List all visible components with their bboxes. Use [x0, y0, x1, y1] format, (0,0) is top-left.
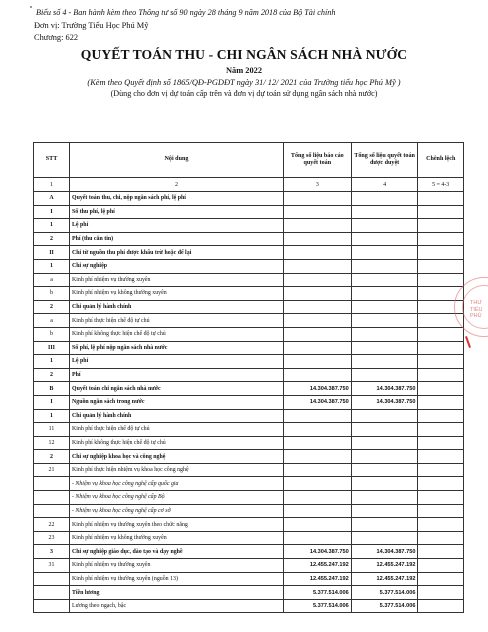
table-row	[34, 545, 464, 559]
row-stt	[34, 491, 70, 505]
row-content: Kinh phí thực hiện nhiệm vụ khoa học công nghệ	[70, 463, 284, 477]
table-row	[34, 409, 464, 423]
row-approved-value: 5.377.514.006	[351, 599, 418, 613]
table-row	[34, 205, 464, 219]
row-content: - Nhiệm vụ khoa học công nghệ cấp quốc gia	[70, 477, 284, 491]
table-row	[34, 382, 464, 396]
row-content: - Nhiệm vụ khoa học công nghệ cấp cơ sở	[70, 504, 284, 518]
table-row	[34, 232, 464, 246]
row-difference-value	[418, 599, 464, 613]
table-row	[34, 504, 464, 518]
row-approved-value	[351, 205, 418, 219]
row-difference-value	[418, 572, 464, 586]
table-row	[34, 192, 464, 206]
row-difference-value	[418, 382, 464, 396]
row-reported-value	[283, 273, 351, 287]
row-stt: 2	[34, 450, 70, 464]
row-difference-value	[418, 232, 464, 246]
row-approved-value	[351, 341, 418, 355]
row-approved-value: 12.455.247.192	[351, 572, 418, 586]
row-stt: 1	[34, 355, 70, 369]
red-pen-mark	[465, 336, 471, 348]
table-row	[34, 300, 464, 314]
table-row	[34, 287, 464, 301]
row-approved-value: 14.304.387.750	[351, 382, 418, 396]
row-stt: III	[34, 341, 70, 355]
row-approved-value	[351, 287, 418, 301]
row-reported-value: 14.304.387.750	[283, 382, 351, 396]
row-difference-value	[418, 409, 464, 423]
row-difference-value	[418, 355, 464, 369]
row-content: Lệ phí	[70, 219, 284, 233]
row-approved-value	[351, 300, 418, 314]
row-content: Chi sự nghiệp khoa học và công nghệ	[70, 450, 284, 464]
row-difference-value	[418, 463, 464, 477]
row-difference-value	[418, 327, 464, 341]
row-difference-value	[418, 341, 464, 355]
row-content: Kinh phí nhiệm vụ thường xuyên	[70, 559, 284, 573]
row-difference-value	[418, 586, 464, 600]
row-approved-value	[351, 259, 418, 273]
row-stt: b	[34, 287, 70, 301]
row-reported-value	[283, 205, 351, 219]
row-stt: 22	[34, 518, 70, 532]
row-stt	[34, 477, 70, 491]
table-row	[34, 450, 464, 464]
row-content: Quyết toán chi ngân sách nhà nước	[70, 382, 284, 396]
row-reported-value: 5.377.514.006	[283, 599, 351, 613]
col-number: 1	[34, 178, 70, 192]
row-difference-value	[418, 246, 464, 260]
row-content: Kinh phí thực hiện chế độ tự chủ	[70, 314, 284, 328]
row-content: Nguồn ngân sách trong nước	[70, 395, 284, 409]
row-stt: b	[34, 327, 70, 341]
budget-table	[33, 142, 464, 613]
row-difference-value	[418, 368, 464, 382]
row-reported-value: 12.455.247.192	[283, 559, 351, 573]
table-body	[34, 192, 464, 613]
row-stt: 2	[34, 300, 70, 314]
row-stt: B	[34, 382, 70, 396]
row-reported-value	[283, 341, 351, 355]
table-row	[34, 572, 464, 586]
row-stt: I	[34, 205, 70, 219]
table-header-row	[34, 143, 464, 178]
usage-line: (Dùng cho đơn vị dự toán cấp trên và đơn vị dự toán sử dụng ngân sách nhà nước)	[110, 89, 378, 98]
row-content: Chi quản lý hành chính	[70, 409, 284, 423]
table-row	[34, 463, 464, 477]
table-row	[34, 423, 464, 437]
col-header-stt: STT	[34, 143, 70, 178]
row-stt: 3	[34, 545, 70, 559]
row-approved-value	[351, 314, 418, 328]
table-row	[34, 518, 464, 532]
row-stt: 2	[34, 232, 70, 246]
row-difference-value	[418, 423, 464, 437]
row-stt: I	[34, 395, 70, 409]
table-row	[34, 491, 464, 505]
row-stt: 1	[34, 409, 70, 423]
row-stt: 12	[34, 436, 70, 450]
row-reported-value: 12.455.247.192	[283, 572, 351, 586]
row-difference-value	[418, 559, 464, 573]
col-number: 5 = 4-3	[418, 178, 464, 192]
row-stt: 2	[34, 368, 70, 382]
row-stt: a	[34, 273, 70, 287]
col-number: 4	[351, 178, 418, 192]
row-approved-value	[351, 504, 418, 518]
row-reported-value	[283, 463, 351, 477]
row-approved-value	[351, 273, 418, 287]
row-reported-value: 14.304.387.750	[283, 395, 351, 409]
row-stt: A	[34, 192, 70, 206]
row-content: Số thu phí, lệ phí	[70, 205, 284, 219]
table-row	[34, 477, 464, 491]
row-approved-value	[351, 463, 418, 477]
row-reported-value	[283, 504, 351, 518]
row-reported-value: 5.377.514.006	[283, 586, 351, 600]
row-reported-value	[283, 368, 351, 382]
row-content: Phí (thu căn tin)	[70, 232, 284, 246]
row-content: Kinh phí nhiệm vụ không thường xuyên	[70, 531, 284, 545]
table-row	[34, 395, 464, 409]
row-approved-value: 14.304.387.750	[351, 545, 418, 559]
table-row	[34, 531, 464, 545]
row-difference-value	[418, 504, 464, 518]
row-reported-value	[283, 246, 351, 260]
row-reported-value	[283, 477, 351, 491]
col-header-reported: Tổng số liệu báo cáo quyết toán	[283, 143, 351, 178]
table-row	[34, 259, 464, 273]
red-seal-lettering: THƯ TIỂU PHÚ	[470, 300, 483, 319]
row-reported-value	[283, 450, 351, 464]
row-content: Kinh phí thực hiện chế độ tự chủ	[70, 423, 284, 437]
row-content: Chi từ nguồn thu phí được khấu trừ hoặc để lại	[70, 246, 284, 260]
table-row	[34, 246, 464, 260]
row-difference-value	[418, 450, 464, 464]
row-difference-value	[418, 545, 464, 559]
row-content: Kinh phí không thực hiện chế độ tự chủ	[70, 436, 284, 450]
row-difference-value	[418, 436, 464, 450]
row-difference-value	[418, 219, 464, 233]
row-stt: 1	[34, 259, 70, 273]
row-content: - Nhiệm vụ khoa học công nghệ cấp Bộ	[70, 491, 284, 505]
table-row	[34, 327, 464, 341]
row-reported-value	[283, 192, 351, 206]
row-reported-value	[283, 355, 351, 369]
row-stt: 1	[34, 219, 70, 233]
row-stt	[34, 504, 70, 518]
row-approved-value	[351, 327, 418, 341]
row-difference-value	[418, 192, 464, 206]
row-content: Kinh phí nhiệm vụ không thường xuyên	[70, 287, 284, 301]
row-content: Kinh phí không thực hiện chế độ tự chủ	[70, 327, 284, 341]
document-year: Năm 2022	[225, 66, 263, 75]
row-reported-value	[283, 314, 351, 328]
row-approved-value	[351, 232, 418, 246]
row-reported-value	[283, 423, 351, 437]
form-note: Biểu số 4 - Ban hành kèm theo Thông tư số 90 ngày 28 tháng 9 năm 2018 của Bộ Tài chính	[36, 8, 336, 17]
table-row	[34, 559, 464, 573]
table-row	[34, 314, 464, 328]
row-stt: 31	[34, 559, 70, 573]
row-content: Lương theo ngạch, bậc	[70, 599, 284, 613]
row-content: Kinh phí nhiệm vụ thường xuyên (nguồn 13)	[70, 572, 284, 586]
decision-line: (Kèm theo Quyết định số 1865/QĐ-PGDĐT ngày 31/ 12/ 2021 của Trường tiểu học Phú Mỹ )	[87, 78, 401, 87]
row-approved-value: 5.377.514.006	[351, 586, 418, 600]
document-title: QUYẾT TOÁN THU - CHI NGÂN SÁCH NHÀ NƯỚC	[80, 47, 408, 62]
row-difference-value	[418, 205, 464, 219]
row-content: Kinh phí nhiệm vụ thường xuyên	[70, 273, 284, 287]
table-row	[34, 586, 464, 600]
row-stt: 11	[34, 423, 70, 437]
table-row	[34, 341, 464, 355]
row-content: Số phí, lệ phí nộp ngân sách nhà nước	[70, 341, 284, 355]
row-approved-value	[351, 477, 418, 491]
chapter-line: Chương: 622	[34, 33, 79, 42]
row-approved-value	[351, 531, 418, 545]
row-content: Lệ phí	[70, 355, 284, 369]
col-header-difference: Chênh lệch	[418, 143, 464, 178]
row-difference-value	[418, 259, 464, 273]
row-approved-value	[351, 246, 418, 260]
row-reported-value	[283, 409, 351, 423]
scan-speck	[30, 6, 32, 8]
row-content: Quyết toán thu, chi, nộp ngân sách phí, lệ phí	[70, 192, 284, 206]
row-reported-value	[283, 259, 351, 273]
row-content: Phí	[70, 368, 284, 382]
row-reported-value	[283, 436, 351, 450]
row-reported-value	[283, 232, 351, 246]
row-stt: II	[34, 246, 70, 260]
row-difference-value	[418, 491, 464, 505]
table-row	[34, 273, 464, 287]
col-number: 2	[70, 178, 284, 192]
row-approved-value	[351, 409, 418, 423]
row-content: Chi sự nghiệp giáo dục, đào tạo và dạy nghề	[70, 545, 284, 559]
row-stt: 23	[34, 531, 70, 545]
row-content: Chi sự nghiệp	[70, 259, 284, 273]
row-approved-value: 14.304.387.750	[351, 395, 418, 409]
row-approved-value	[351, 423, 418, 437]
row-content: Chi quản lý hành chính	[70, 300, 284, 314]
row-content: Kinh phí nhiệm vụ thường xuyên theo chức năng	[70, 518, 284, 532]
row-stt: 21	[34, 463, 70, 477]
col-header-approved: Tổng số liệu quyết toán được duyệt	[351, 143, 418, 178]
table-row	[34, 368, 464, 382]
row-reported-value: 14.304.387.750	[283, 545, 351, 559]
row-reported-value	[283, 491, 351, 505]
row-difference-value	[418, 395, 464, 409]
table-row	[34, 599, 464, 613]
column-number-row	[34, 178, 464, 192]
table-row	[34, 436, 464, 450]
row-reported-value	[283, 531, 351, 545]
row-approved-value	[351, 491, 418, 505]
row-reported-value	[283, 219, 351, 233]
row-approved-value	[351, 192, 418, 206]
row-stt: a	[34, 314, 70, 328]
row-reported-value	[283, 300, 351, 314]
col-header-content: Nội dung	[70, 143, 284, 178]
row-difference-value	[418, 518, 464, 532]
row-approved-value	[351, 450, 418, 464]
col-number: 3	[283, 178, 351, 192]
row-reported-value	[283, 287, 351, 301]
row-difference-value	[418, 477, 464, 491]
row-difference-value	[418, 273, 464, 287]
row-reported-value	[283, 518, 351, 532]
row-approved-value: 12.455.247.192	[351, 559, 418, 573]
row-approved-value	[351, 518, 418, 532]
row-content: Tiền lương	[70, 586, 284, 600]
row-approved-value	[351, 219, 418, 233]
row-approved-value	[351, 368, 418, 382]
row-approved-value	[351, 436, 418, 450]
table-row	[34, 219, 464, 233]
row-stt	[34, 586, 70, 600]
row-stt	[34, 572, 70, 586]
unit-line: Đơn vị: Trường Tiểu Học Phú Mỹ	[34, 21, 149, 30]
table-row	[34, 355, 464, 369]
row-stt	[34, 599, 70, 613]
row-approved-value	[351, 355, 418, 369]
row-difference-value	[418, 531, 464, 545]
row-reported-value	[283, 327, 351, 341]
